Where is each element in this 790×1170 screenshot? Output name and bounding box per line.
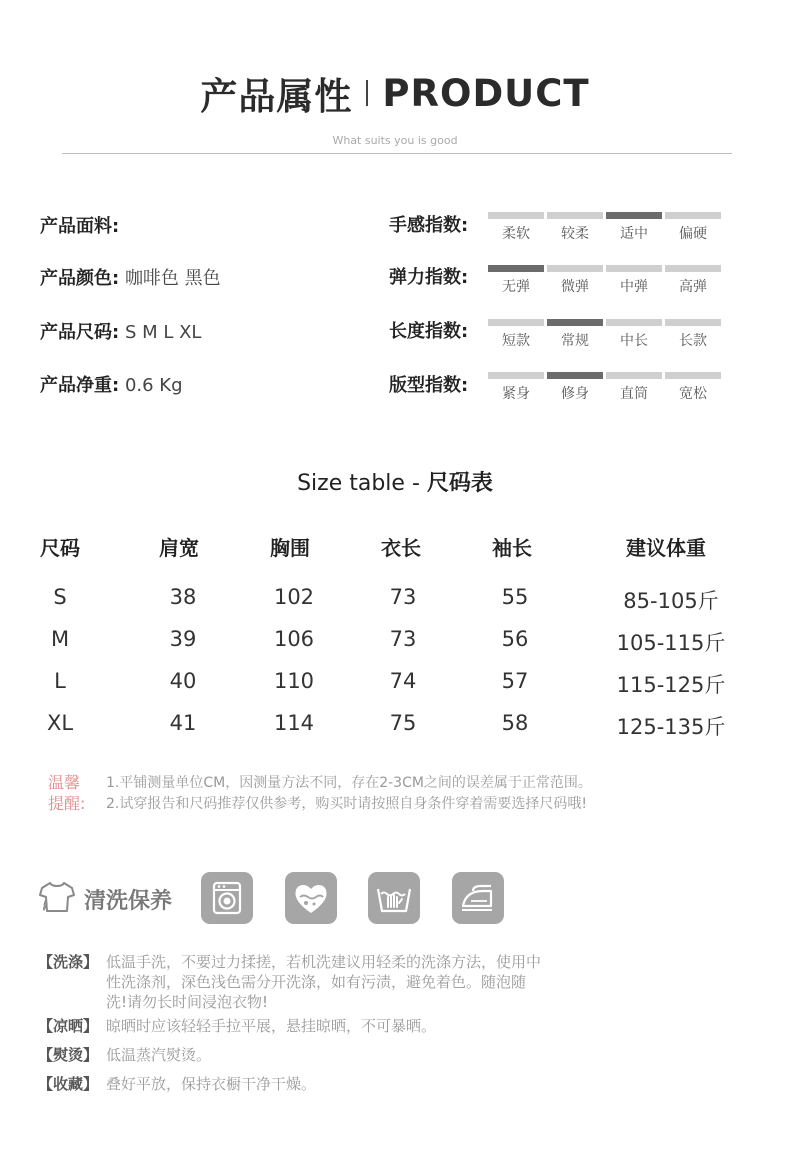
title-separator: [366, 80, 368, 106]
attr-color-label: 产品颜色:: [40, 268, 120, 289]
table-cell: 102: [273, 585, 315, 609]
scale-bar: [488, 212, 544, 219]
attr-weight-value: 0.6 Kg: [124, 375, 183, 396]
table-cell: 105-115斤: [616, 631, 726, 655]
scale-bar: [606, 212, 662, 219]
table-cell: 115-125斤: [616, 673, 726, 697]
care-item-text: 低温蒸汽熨烫。: [106, 1046, 212, 1064]
scale-option: [547, 265, 603, 296]
scale-option: [665, 265, 721, 296]
size-table-title: [0, 466, 790, 497]
note-line2: 2.试穿报告和尺码推荐仅供参考，购买时请按照自身条件穿着需要选择尺码哦!: [106, 796, 587, 812]
scale-option-label: 直筒: [620, 386, 648, 402]
care-item-text: 晾晒时应该轻轻手拉平展，悬挂晾晒，不可暴晒。: [106, 1017, 437, 1035]
attr-fabric: [40, 212, 119, 238]
scale-option-label: 中弹: [620, 279, 648, 295]
scale-bar: [547, 319, 603, 326]
index-elasticity-label: 弹力指数:: [389, 267, 469, 288]
index-fit-label: 版型指数:: [389, 375, 469, 396]
scale-option-label: 微弹: [561, 279, 589, 295]
page-subtitle: What suits you is good: [332, 134, 458, 147]
size-table-title-en: Size table -: [297, 471, 427, 496]
table-cell: 55: [501, 585, 529, 609]
table-cell: S: [53, 585, 67, 609]
scale-option: [488, 265, 544, 296]
iron-icon: [452, 872, 504, 924]
attr-color: [40, 264, 221, 290]
table-cell: XL: [46, 711, 74, 735]
care-item-tag: 【凉晒】: [38, 1017, 99, 1035]
scale-option: [547, 212, 603, 243]
table-cell: M: [50, 627, 70, 651]
care-item-text: 低温手洗，不要过力揉搓，若机洗建议用轻柔的洗涤方法，使用中性洗涤剂，深色浅色需分开洗涤，如有污渍，避免着色。随泡随洗!请勿长时间浸泡衣物!: [106, 953, 542, 1011]
attr-size-value: S M L XL: [124, 322, 202, 343]
table-cell: 57: [501, 669, 529, 693]
scale-bar: [606, 372, 662, 379]
column-header: 衣长: [381, 536, 421, 560]
table-cell: 106: [273, 627, 315, 651]
scale-option-label: 短款: [502, 333, 530, 349]
title-cn: 产品属性: [200, 75, 353, 118]
table-cell: 114: [273, 711, 315, 735]
scale-option: [606, 319, 662, 350]
table-cell: 125-135斤: [616, 715, 726, 739]
care-item-dry: [38, 1016, 546, 1036]
page-title: [200, 66, 589, 120]
scale-option-label: 柔软: [502, 226, 530, 242]
table-cell: L: [54, 669, 66, 693]
care-header: [38, 880, 172, 918]
scale-bar: [606, 265, 662, 272]
table-cell: 41: [169, 711, 197, 735]
table-cell: 74: [389, 669, 417, 693]
table-cell: 85-105斤: [623, 589, 719, 613]
scale-bar: [665, 319, 721, 326]
table-cell: 38: [169, 585, 197, 609]
table-cell: 73: [389, 627, 417, 651]
care-item-tag: 【收藏】: [38, 1075, 99, 1093]
table-cell: 73: [389, 585, 417, 609]
page-header: [0, 66, 790, 147]
attr-size: [40, 318, 201, 344]
scale-option-label: 紧身: [502, 386, 530, 402]
column-header: 建议体重: [626, 536, 706, 560]
column-header: 胸围: [270, 536, 310, 560]
washing-machine-icon: [201, 872, 253, 924]
index-length-label: 长度指数:: [389, 321, 469, 342]
scale-option-label: 修身: [561, 386, 589, 402]
index-hand-feel-label: 手感指数:: [389, 215, 469, 236]
scale-bar: [665, 265, 721, 272]
scale-bar: [606, 319, 662, 326]
attr-color-value: 咖啡色 黑色: [124, 268, 221, 289]
table-cell: 39: [169, 627, 197, 651]
scale-bar: [488, 265, 544, 272]
scale-bar: [665, 372, 721, 379]
scale-option-label: 无弹: [502, 279, 530, 295]
attr-weight: [40, 371, 183, 397]
scale-option-label: 高弹: [679, 279, 707, 295]
scale-bar: [488, 372, 544, 379]
scale-option: [547, 372, 603, 403]
size-table-title-cn: 尺码表: [426, 471, 493, 496]
scale-bar: [547, 372, 603, 379]
heart-wash-icon: [285, 872, 337, 924]
column-header: 尺码: [40, 536, 80, 560]
attr-weight-label: 产品净重:: [40, 375, 120, 396]
table-cell: 58: [501, 711, 529, 735]
header-divider: [62, 153, 732, 154]
column-header: 袖长: [492, 536, 532, 560]
scale-option: [665, 212, 721, 243]
hand-wash-icon: [368, 872, 420, 924]
scale-option: [665, 372, 721, 403]
scale-option-label: 宽松: [679, 386, 707, 402]
care-item-tag: 【洗涤】: [38, 953, 99, 971]
scale-option-label: 长款: [679, 333, 707, 349]
scale-option: [606, 212, 662, 243]
note-tag-line2: 提醒:: [48, 794, 86, 813]
care-item-wash: [38, 952, 546, 1012]
scale-option: [606, 265, 662, 296]
column-header: 肩宽: [159, 536, 199, 560]
scale-option: [488, 372, 544, 403]
scale-option-label: 较柔: [561, 226, 589, 242]
attr-fabric-label: 产品面料:: [40, 216, 120, 237]
attr-size-label: 产品尺码:: [40, 322, 120, 343]
care-item-tag: 【熨烫】: [38, 1046, 99, 1064]
scale-bar: [488, 319, 544, 326]
table-cell: 75: [389, 711, 417, 735]
scale-option-label: 常规: [561, 333, 589, 349]
scale-option: [606, 372, 662, 403]
care-item-text: 叠好平放，保持衣橱干净干燥。: [106, 1075, 317, 1093]
scale-bar: [547, 265, 603, 272]
table-cell: 110: [273, 669, 315, 693]
scale-bar: [547, 212, 603, 219]
scale-option: [547, 319, 603, 350]
tshirt-icon: [38, 880, 76, 918]
scale-option-label: 适中: [620, 226, 648, 242]
scale-option-label: 偏硬: [679, 226, 707, 242]
care-item-iron: [38, 1045, 546, 1065]
note-tag-line1: 温馨: [48, 773, 81, 792]
care-title: 清洗保养: [84, 888, 173, 914]
scale-bar: [665, 212, 721, 219]
scale-option: [488, 319, 544, 350]
note-line1: 1.平铺测量单位CM，因测量方法不同，存在2-3CM之间的误差属于正常范围。: [106, 775, 592, 791]
care-item-store: [38, 1074, 546, 1094]
scale-option: [488, 212, 544, 243]
table-cell: 40: [169, 669, 197, 693]
scale-option-label: 中长: [620, 333, 648, 349]
title-en: PRODUCT: [382, 71, 590, 115]
scale-option: [665, 319, 721, 350]
table-cell: 56: [501, 627, 529, 651]
